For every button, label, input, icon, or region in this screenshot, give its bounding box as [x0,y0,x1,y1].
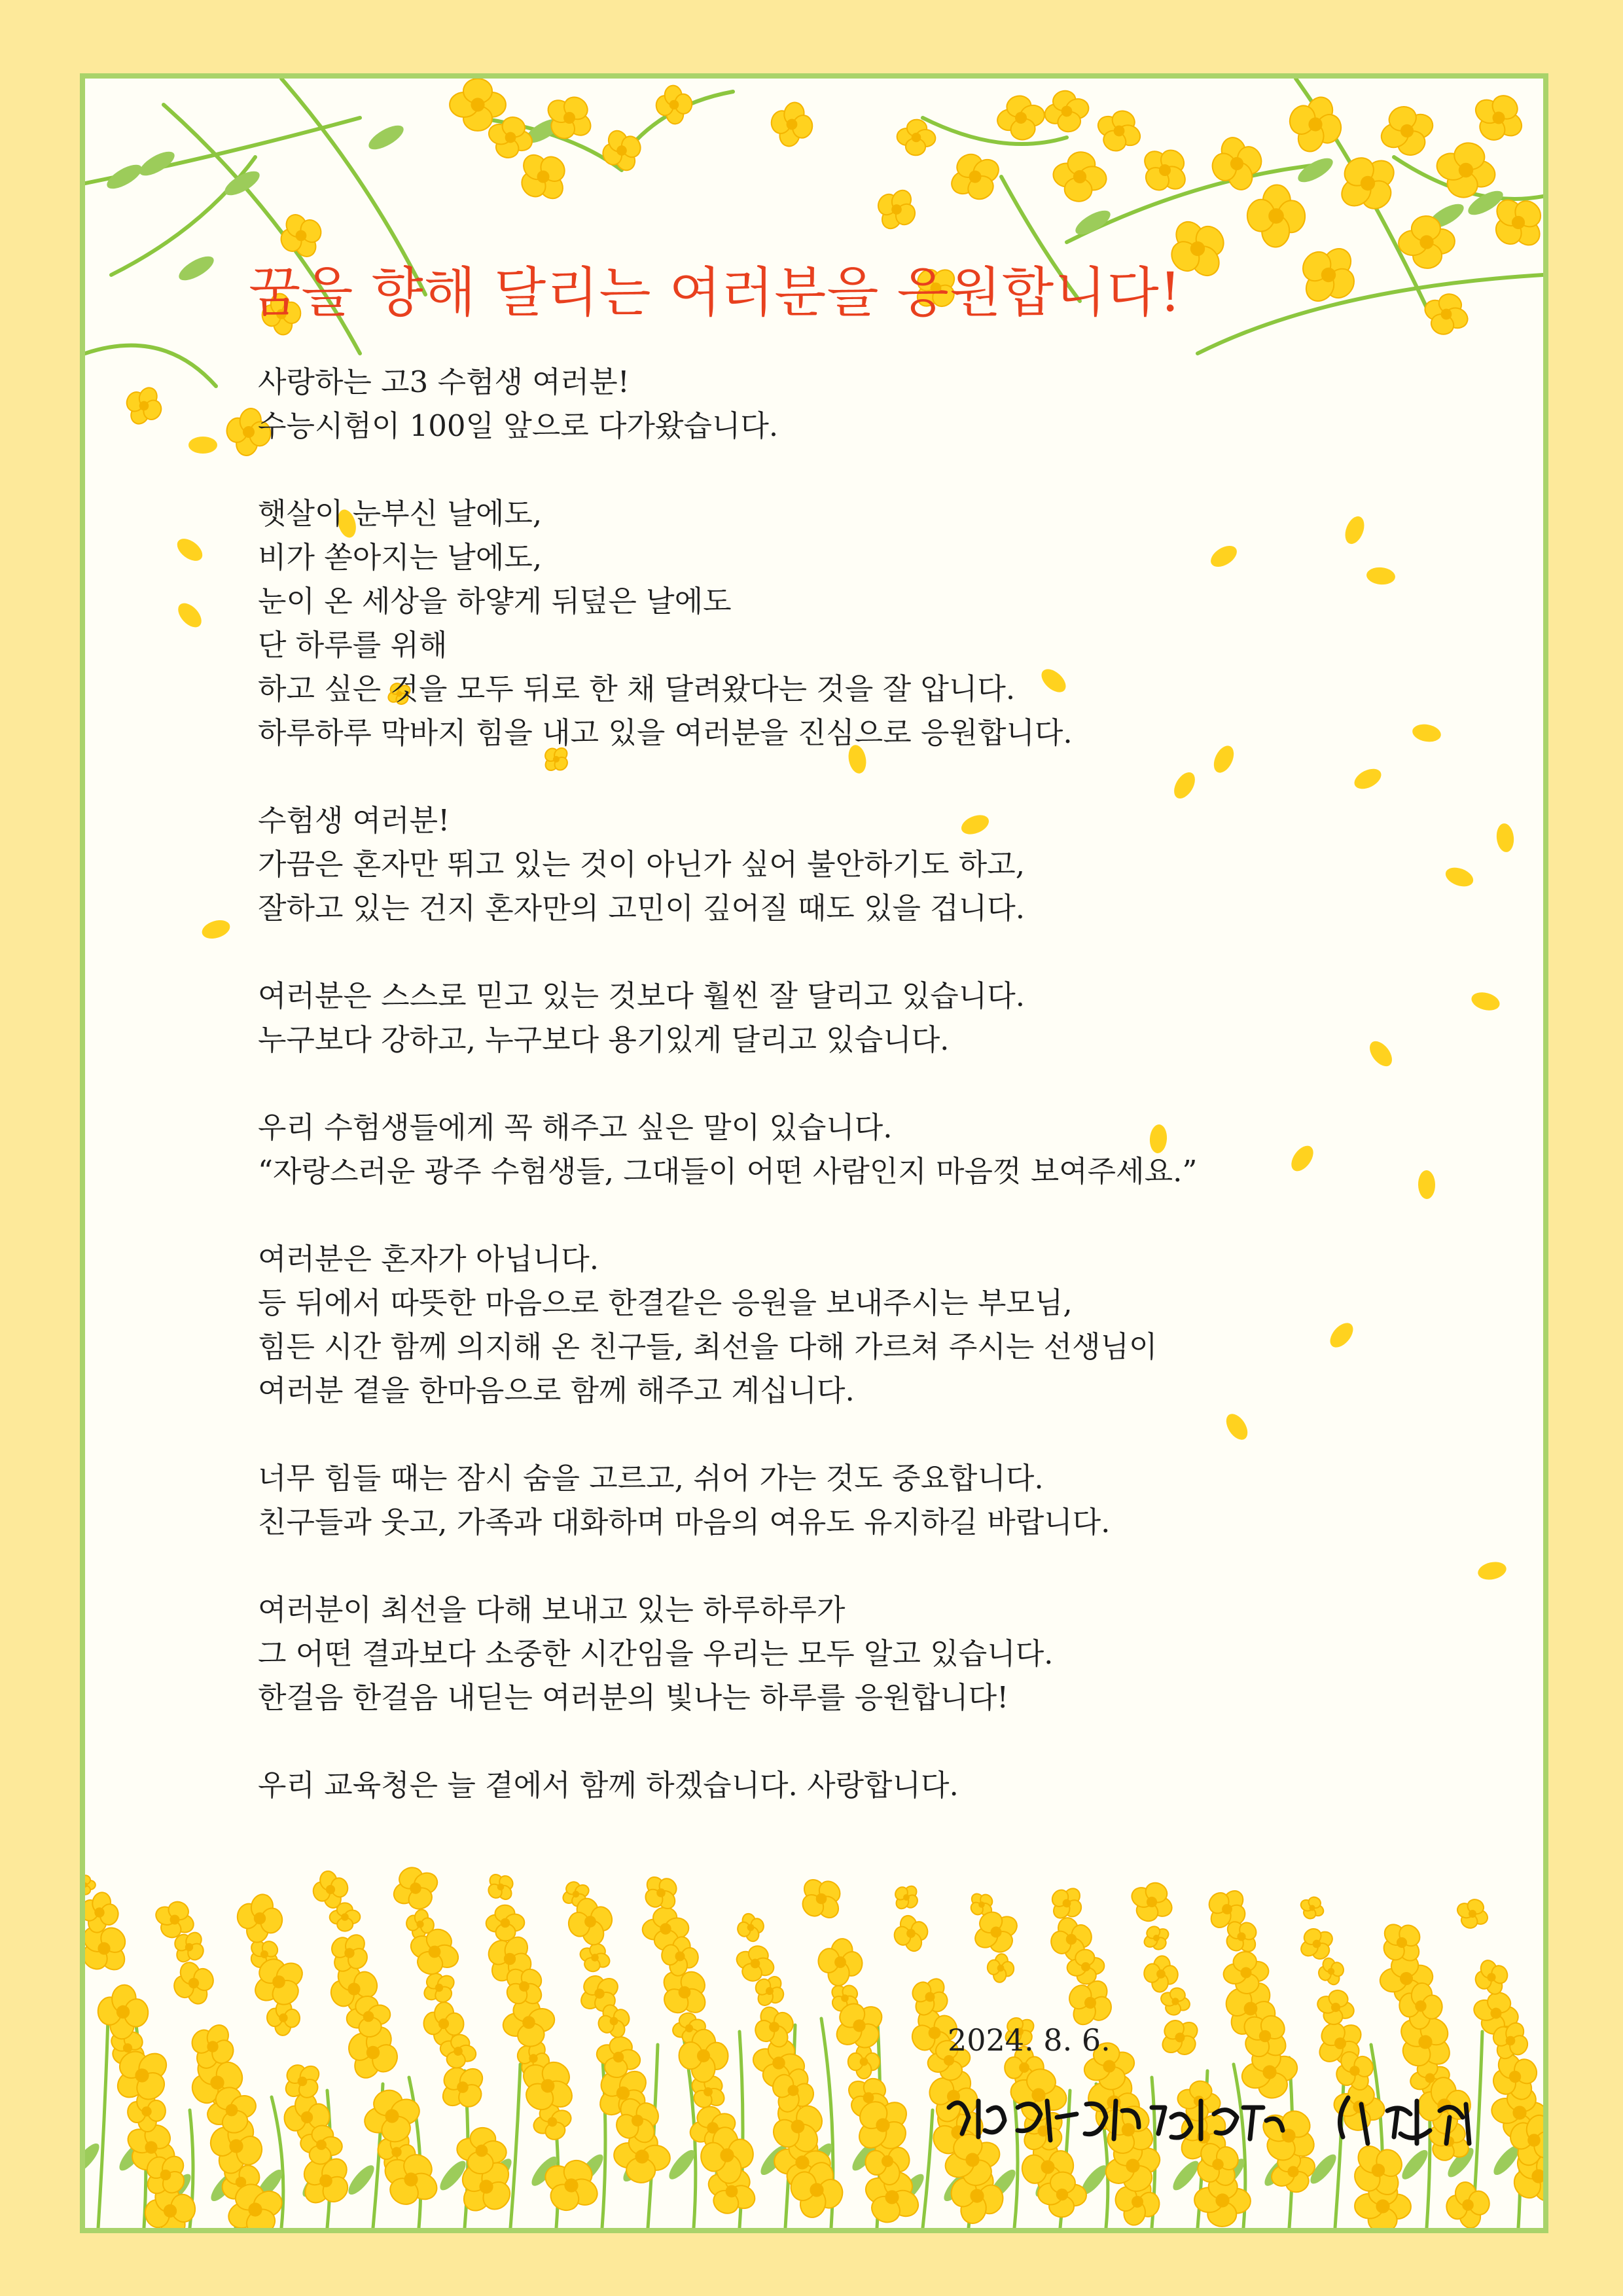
flower [385,1859,445,1917]
flower [1041,86,1093,137]
flower [734,1910,767,1945]
flower [767,98,817,150]
flower [509,143,577,211]
letter-line: “자랑스러운 광주 수험생들, 그대들이 어떤 사람인지 마음껏 보여주세요.” [258,1154,1198,1189]
bottom-flower-field [85,1859,1543,2228]
flower [1471,1956,1512,2000]
letter-line: 한걸음 한걸음 내딛는 여러분의 빛나는 하루를 응원합니다! [258,1680,1009,1715]
letter-paragraph [258,1763,1501,1807]
letter-line: 등 뒤에서 따뜻한 마음으로 한결같은 응원을 보내주시는 부모님, [258,1285,1073,1320]
letter-line: 단 하루를 위해 [258,628,448,662]
letter-line: 여러분은 스스로 믿고 있는 것보다 훨씬 잘 달리고 있습니다. [258,978,1026,1013]
letter-line: 하루하루 막바지 힘을 내고 있을 여러분을 진심으로 응원합니다. [258,715,1073,750]
letter-paragraph [258,360,1501,448]
letter-paragraph [258,1588,1501,1719]
letter-line: 너무 힘들 때는 잠시 숨을 고르고, 쉬어 가는 것도 중요합니다. [258,1461,1044,1496]
flower [486,1905,525,1942]
flower [450,79,506,131]
letter-line: 우리 교육청은 늘 곁에서 함께 하겠습니다. 사랑합니다. [258,1768,959,1803]
letter-line: 눈이 온 세상을 하얗게 뒤덮은 날에도 [258,584,732,619]
flower [848,2045,880,2079]
flower [1124,1874,1179,1929]
flower [1050,149,1109,205]
flower [1452,1894,1493,1934]
letter-line: 힘든 시간 함께 의지해 온 친구들, 최선을 다해 가르쳐 주시는 선생님이 [258,1329,1158,1364]
flower [1296,1893,1328,1923]
flower [1281,89,1349,159]
flower [1090,103,1148,158]
handwritten-signature [942,2081,1479,2153]
letter-line: 하고 싶은 것을 모두 뒤로 한 채 달려왔다는 것을 잘 압니다. [258,672,1016,706]
letter-body [258,360,1501,1851]
letter-paragraph [258,798,1501,930]
flower [482,1868,520,1907]
letter-line: 여러분 곁을 한마음으로 함께 해주고 계십니다. [258,1373,855,1408]
letter-paragraph [258,1456,1501,1544]
flower [896,118,936,157]
flower [994,92,1048,144]
flower [1328,143,1408,223]
petal [173,599,205,632]
flower [96,1983,150,2041]
flower [1374,99,1440,164]
letter-line: 수능시험이 100일 앞으로 다가왔습니다. [258,408,779,443]
letter-paragraph [258,1105,1501,1193]
flower [1465,85,1533,151]
flower [1418,287,1474,341]
flower [1139,1921,1174,1955]
flower [596,124,647,177]
letter-line: 친구들과 웃고, 가족과 대화하며 마음의 여유도 유지하길 바랍니다. [258,1505,1111,1539]
letter-line: 가끔은 혼자만 뛰고 있는 것이 아닌가 싶어 불안하기도 하고, [258,847,1026,882]
flower [357,2083,426,2149]
letter-paragraph [258,492,1501,755]
flower [1246,184,1306,248]
letter-line: 햇살이 눈부신 날에도, [258,496,543,531]
letter-line: 여러분은 혼자가 아닙니다. [258,1242,599,1276]
flower [986,1952,1015,1984]
flower [870,182,923,237]
letter-date: 2024. 8. 6. [948,2022,1111,2058]
letter-title: 꿈을 향해 달리는 여러분을 응원합니다! [249,262,1182,324]
letter-line: 우리 수험생들에게 꼭 해주고 싶은 말이 있습니다. [258,1110,893,1145]
flower [85,1875,96,1894]
petal [188,437,217,454]
letter-line: 그 어떤 결과보다 소중한 시간임을 우리는 모두 알고 있습니다. [258,1636,1054,1671]
flower [1313,1985,1359,2029]
flower [120,381,169,431]
letter-line: 잘하고 있는 건지 혼자만의 고민이 깊어질 때도 있을 겁니다. [258,891,1026,925]
letter-paragraph [258,974,1501,1062]
flower [1153,2011,1207,2064]
letter-line: 여러분이 최선을 다해 보내고 있는 하루하루가 [258,1592,846,1627]
flower [942,145,1008,209]
letter-frame [80,73,1548,2233]
flower [890,1911,933,1955]
letter-paragraph [258,1237,1501,1412]
flower [233,1890,287,1946]
letter-line: 비가 쏟아지는 날에도, [258,540,543,575]
letter-line: 사랑하는 고3 수험생 여러분! [258,365,630,399]
flower [815,1936,866,1989]
flower [792,1869,851,1928]
flower [168,1956,220,2011]
letter-line: 누구보다 강하고, 누구보다 용기있게 달리고 있습니다. [258,1022,950,1057]
flower [1442,2178,1493,2228]
flower [889,1880,924,1915]
flower [1289,235,1368,315]
petal [200,917,232,942]
petal [173,534,207,565]
letter-line: 수험생 여러분! [258,803,450,838]
